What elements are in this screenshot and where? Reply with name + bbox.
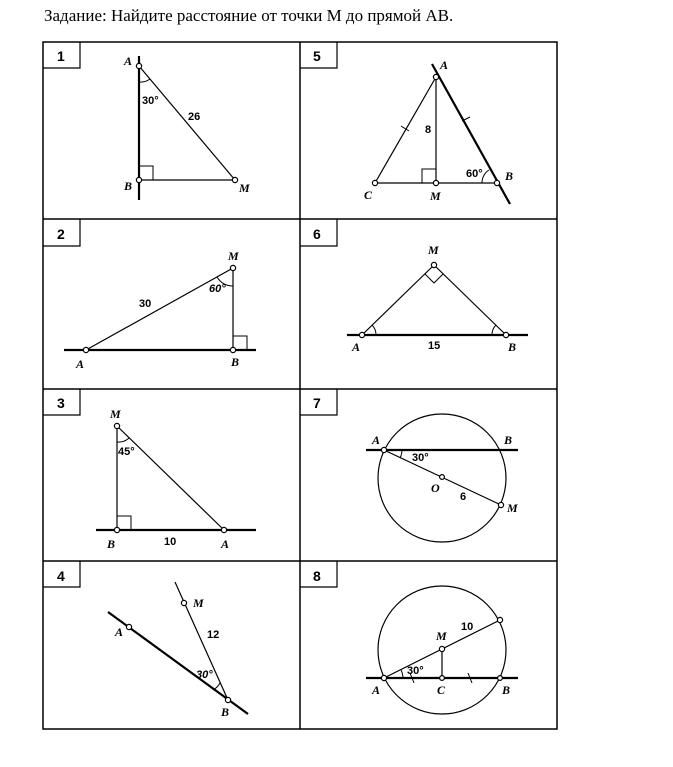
p3-label-a: A bbox=[221, 537, 230, 551]
p8-angle: 30° bbox=[407, 665, 424, 677]
p6-label-b: B bbox=[508, 340, 517, 354]
figure-7 bbox=[366, 414, 518, 542]
p6-label-a: A bbox=[352, 340, 361, 354]
p1-label-a: A bbox=[124, 54, 133, 68]
p1-label-b: B bbox=[124, 179, 133, 193]
p5-angle: 60° bbox=[466, 168, 483, 180]
problem-number-6: 6 bbox=[313, 226, 321, 242]
figure-6 bbox=[347, 262, 528, 337]
problem-number-8: 8 bbox=[313, 568, 321, 584]
p6-length: 15 bbox=[428, 340, 441, 352]
figure-4 bbox=[108, 582, 248, 714]
p8-label-m: M bbox=[436, 629, 447, 643]
p7-label-o: O bbox=[431, 481, 440, 495]
problem-number-3: 3 bbox=[57, 395, 65, 411]
p2-label-b: B bbox=[231, 355, 240, 369]
p4-angle: 30° bbox=[196, 669, 213, 681]
p8-label-c: C bbox=[437, 683, 446, 697]
p3-label-m: M bbox=[110, 407, 121, 421]
p6-label-m: M bbox=[428, 243, 439, 257]
figure-2 bbox=[64, 265, 256, 352]
task-title: Задание: Найдите расстояние от точки М до прямой АВ. bbox=[44, 6, 454, 25]
p2-length: 30 bbox=[139, 298, 152, 310]
p2-label-m: M bbox=[228, 249, 239, 263]
problem-number-4: 4 bbox=[57, 568, 65, 584]
p4-label-b: B bbox=[221, 705, 230, 719]
p8-length: 10 bbox=[461, 621, 474, 633]
p1-angle: 30° bbox=[142, 95, 159, 107]
p4-label-a: A bbox=[115, 625, 124, 639]
p2-angle: 60° bbox=[209, 283, 226, 295]
p7-label-m: M bbox=[507, 501, 518, 515]
p5-length: 8 bbox=[425, 124, 432, 136]
p4-length: 12 bbox=[207, 629, 220, 641]
problem-number-2: 2 bbox=[57, 226, 65, 242]
p8-label-a: A bbox=[372, 683, 381, 697]
p5-label-b: B bbox=[505, 169, 514, 183]
p7-length: 6 bbox=[460, 491, 467, 503]
p5-label-a: A bbox=[440, 58, 449, 72]
p1-label-m: M bbox=[239, 181, 250, 195]
figure-3 bbox=[96, 423, 256, 532]
p1-length: 26 bbox=[188, 111, 201, 123]
problem-number-5: 5 bbox=[313, 48, 321, 64]
p7-label-a: A bbox=[372, 433, 381, 447]
p3-length: 10 bbox=[164, 536, 177, 548]
p5-label-m: M bbox=[430, 189, 441, 203]
problem-number-7: 7 bbox=[313, 395, 321, 411]
p4-label-m: M bbox=[193, 596, 204, 610]
p7-label-b: B bbox=[504, 433, 513, 447]
figure-5 bbox=[372, 64, 510, 204]
p3-angle: 45° bbox=[118, 446, 135, 458]
problem-number-1: 1 bbox=[57, 48, 65, 64]
p2-label-a: A bbox=[76, 357, 85, 371]
p3-label-b: B bbox=[107, 537, 116, 551]
p8-label-b: B bbox=[502, 683, 511, 697]
p7-angle: 30° bbox=[412, 452, 429, 464]
p5-label-c: C bbox=[364, 188, 373, 202]
figure-1 bbox=[136, 56, 237, 200]
